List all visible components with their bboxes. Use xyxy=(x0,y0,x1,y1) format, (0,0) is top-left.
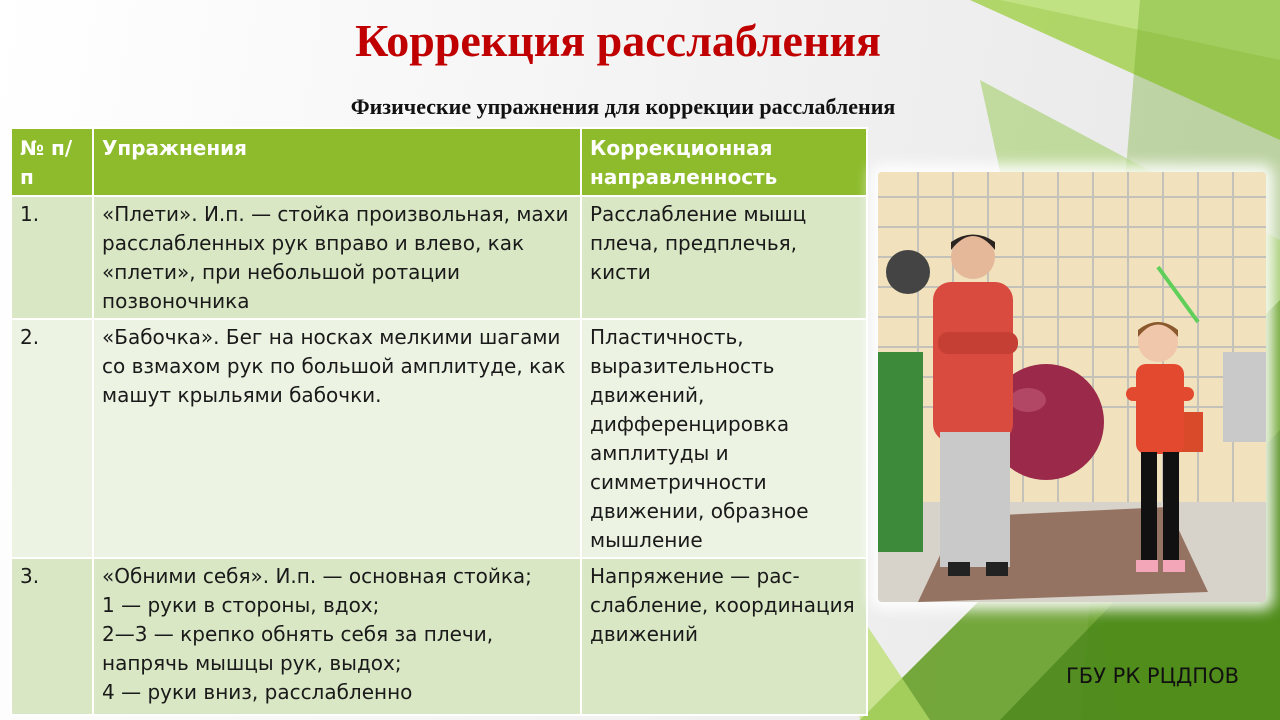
table-header-row xyxy=(11,128,867,196)
row-exercise: «Бабочка». Бег на носках мелкими шагами со взмахом рук по большой амплитуде, как машут крыльями бабочки. xyxy=(93,319,581,558)
row-num: 3. xyxy=(11,558,93,715)
slide-subtitle: Физические упражнения для коррекции расслабления xyxy=(350,94,896,119)
table-row xyxy=(11,196,867,319)
row-direction: Пластичность, выразительность движений, дифференцировка амплитуды и симметричности движении, образное мышление xyxy=(581,319,867,558)
header-num: № п/п xyxy=(11,128,93,196)
row-direction: Расслабление мышц плеча, предплечья, кисти xyxy=(581,196,867,319)
exercise-line: «Обними себя». И.п. — основная стойка; xyxy=(102,564,532,588)
exercise-photo xyxy=(878,172,1266,602)
exercise-table xyxy=(10,127,868,716)
table-row xyxy=(11,558,867,715)
row-num: 2. xyxy=(11,319,93,558)
photo-illustration xyxy=(878,172,1266,602)
slide-title: Коррекция расслабления xyxy=(355,15,881,66)
exercise-line: 4 — руки вниз, расслабленно xyxy=(102,680,413,704)
header-direction: Коррекционная направленность xyxy=(581,128,867,196)
row-direction: Напряжение — рас-слабление, координация движений xyxy=(581,558,867,715)
row-num: 1. xyxy=(11,196,93,319)
row-exercise: «Плети». И.п. — стойка произвольная, махи расслабленных рук вправо и влево, как «плети», при небольшой ротации позвоночника xyxy=(93,196,581,319)
row-exercise xyxy=(93,558,581,715)
exercise-line: 2—3 — крепко обнять себя за плечи, напрячь мышцы рук, выдох; xyxy=(102,622,494,675)
header-exercise: Упражнения xyxy=(93,128,581,196)
table-row xyxy=(11,319,867,558)
footer-organization: ГБУ РК РЦДПОВ xyxy=(1066,664,1240,688)
exercise-line: 1 — руки в стороны, вдох; xyxy=(102,593,380,617)
